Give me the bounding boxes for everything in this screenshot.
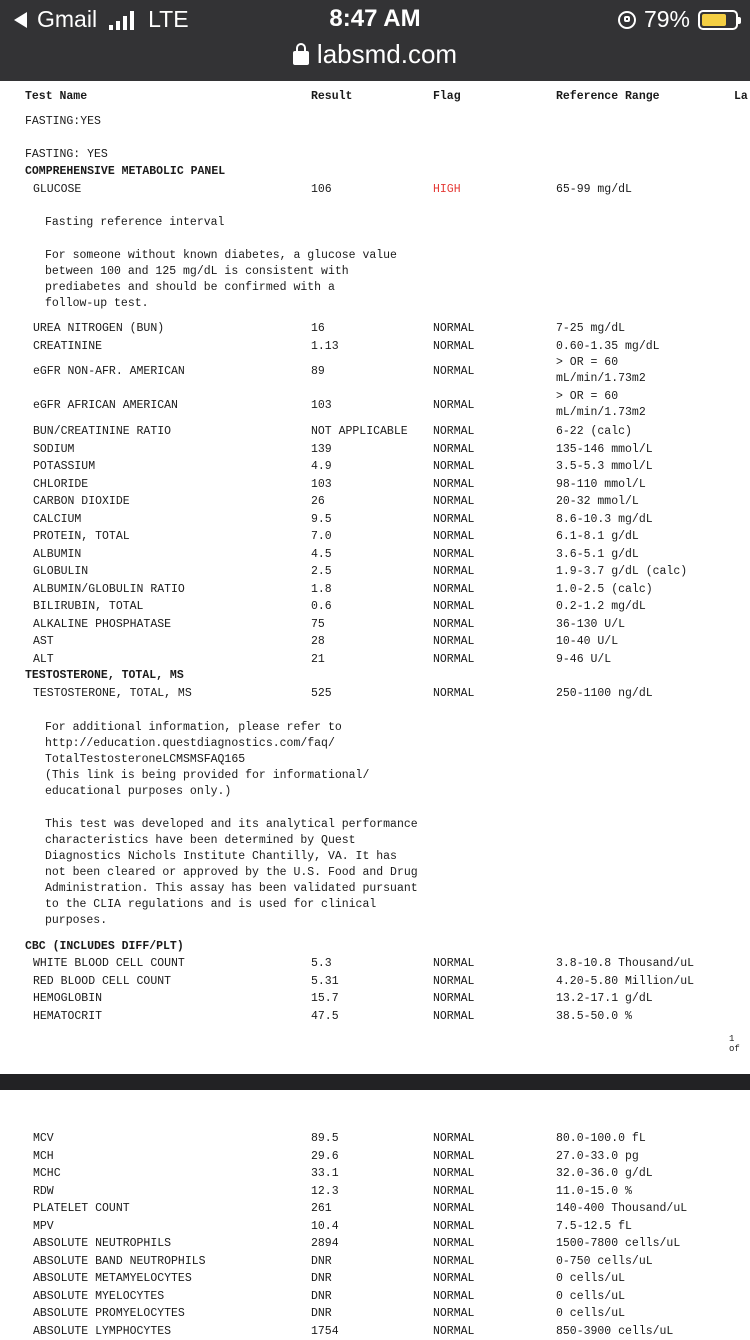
table-row-glucose xyxy=(0,181,750,198)
test-result: 1754 xyxy=(311,1324,339,1338)
reference-range: mL/min/1.73m2 xyxy=(556,372,646,385)
table-row xyxy=(0,1130,750,1147)
test-flag: NORMAL xyxy=(433,1289,475,1303)
table-row xyxy=(0,955,750,972)
header-flag: Flag xyxy=(433,90,461,103)
test-flag: NORMAL xyxy=(433,1009,475,1023)
test-flag: NORMAL xyxy=(433,565,475,578)
table-row xyxy=(0,581,750,598)
table-row xyxy=(0,598,750,615)
reference-range: 13.2-17.1 g/dL xyxy=(556,992,653,1005)
test-name: ALBUMIN xyxy=(33,547,82,561)
note-line: not been cleared or approved by the U.S. Food and Drug xyxy=(45,866,418,879)
table-row xyxy=(0,990,750,1007)
test-flag: NORMAL xyxy=(433,957,475,970)
test-name: BILIRUBIN, TOTAL xyxy=(33,600,144,613)
test-flag: NORMAL xyxy=(433,582,475,596)
note-line: purposes. xyxy=(45,914,108,927)
table-row xyxy=(0,616,750,633)
reference-range: 20-32 mmol/L xyxy=(556,495,639,508)
battery-icon xyxy=(698,10,738,30)
note-line: http://education.questdiagnostics.com/faq/ xyxy=(45,737,335,750)
test-result: 0.6 xyxy=(311,600,332,613)
reference-range: 8.6-10.3 mg/dL xyxy=(556,512,653,526)
test-name: MCV xyxy=(33,1132,54,1145)
test-result: 28 xyxy=(311,635,325,648)
header-lab: La xyxy=(734,90,748,103)
reference-range: 65-99 mg/dL xyxy=(556,183,632,196)
test-name: MPV xyxy=(33,1219,54,1233)
test-flag: NORMAL xyxy=(433,1167,475,1180)
reference-range: 850-3900 cells/uL xyxy=(556,1324,674,1338)
test-flag: NORMAL xyxy=(433,442,475,456)
table-row xyxy=(0,441,750,458)
fasting-reference-note: Fasting reference interval xyxy=(45,216,225,229)
reference-range: 3.5-5.3 mmol/L xyxy=(556,460,653,473)
test-name: HEMOGLOBIN xyxy=(33,992,103,1005)
test-name: WHITE BLOOD CELL COUNT xyxy=(33,957,185,970)
test-name: PLATELET COUNT xyxy=(33,1202,130,1215)
reference-range: 6-22 (calc) xyxy=(556,425,632,438)
note-line: educational purposes only.) xyxy=(45,785,232,798)
test-flag: NORMAL xyxy=(433,974,475,988)
reference-range: 9-46 U/L xyxy=(556,652,612,666)
test-flag: NORMAL xyxy=(433,1132,475,1145)
note-line: This test was developed and its analytical performance xyxy=(45,818,418,831)
test-flag: NORMAL xyxy=(433,617,475,631)
test-result: 1.13 xyxy=(311,339,339,353)
test-flag: NORMAL xyxy=(433,477,475,491)
test-result: 47.5 xyxy=(311,1009,339,1023)
test-name: PROTEIN, TOTAL xyxy=(33,530,130,543)
network-label: LTE xyxy=(148,6,189,32)
rotation-lock-icon xyxy=(618,11,636,29)
test-result: 4.9 xyxy=(311,460,332,473)
table-row xyxy=(0,1183,750,1200)
flag-high: HIGH xyxy=(433,183,461,196)
test-flag: NORMAL xyxy=(433,600,475,613)
table-row xyxy=(0,511,750,528)
test-result: 29.6 xyxy=(311,1149,339,1163)
table-row xyxy=(0,338,750,355)
reference-range: 0 cells/uL xyxy=(556,1272,626,1285)
test-name: TESTOSTERONE, TOTAL, MS xyxy=(33,687,192,700)
test-result: 261 xyxy=(311,1202,332,1215)
test-name: UREA NITROGEN (BUN) xyxy=(33,322,165,335)
reference-range: 32.0-36.0 g/dL xyxy=(556,1167,653,1180)
reference-range: 250-1100 ng/dL xyxy=(556,687,653,700)
table-row xyxy=(0,1305,750,1322)
test-result: 12.3 xyxy=(311,1184,339,1198)
table-row xyxy=(0,633,750,650)
test-result: DNR xyxy=(311,1307,332,1320)
test-name: ALKALINE PHOSPHATASE xyxy=(33,617,172,631)
test-flag: NORMAL xyxy=(433,365,475,378)
test-flag: NORMAL xyxy=(433,460,475,473)
test-result: 5.31 xyxy=(311,974,339,988)
test-name: BUN/CREATININE RATIO xyxy=(33,425,172,438)
reference-range: 140-400 Thousand/uL xyxy=(556,1202,688,1215)
test-result: 2.5 xyxy=(311,565,332,578)
test-result: 139 xyxy=(311,442,332,456)
table-row xyxy=(0,1165,750,1182)
table-row xyxy=(0,1270,750,1287)
test-flag: NORMAL xyxy=(433,322,475,335)
note-line: follow-up test. xyxy=(45,297,149,310)
reference-range: 0 cells/uL xyxy=(556,1307,626,1320)
table-row xyxy=(0,1218,750,1235)
clock: 8:47 AM xyxy=(329,5,421,32)
test-result: 1.8 xyxy=(311,582,332,596)
test-result: 33.1 xyxy=(311,1167,339,1180)
header-result: Result xyxy=(311,90,353,103)
status-right xyxy=(618,6,738,33)
note-line: Diagnostics Nichols Institute Chantilly, VA. It has xyxy=(45,850,397,863)
header-test-name: Test Name xyxy=(25,90,88,103)
test-name: eGFR NON-AFR. AMERICAN xyxy=(33,365,185,378)
test-result: DNR xyxy=(311,1254,332,1268)
browser-top-bar xyxy=(0,0,750,81)
test-name: eGFR AFRICAN AMERICAN xyxy=(33,399,178,412)
test-name: ALT xyxy=(33,652,54,666)
test-result: 21 xyxy=(311,652,325,666)
reference-range: 0 cells/uL xyxy=(556,1289,626,1303)
table-row xyxy=(0,1200,750,1217)
reference-range: 135-146 mmol/L xyxy=(556,442,653,456)
note-line: For additional information, please refer to xyxy=(45,721,342,734)
test-result: 89.5 xyxy=(311,1132,339,1145)
header-reference: Reference Range xyxy=(556,90,660,103)
test-result: 2894 xyxy=(311,1237,339,1250)
test-result: 525 xyxy=(311,687,332,700)
test-flag: NORMAL xyxy=(433,1219,475,1233)
test-name: GLOBULIN xyxy=(33,565,89,578)
battery-percent: 79% xyxy=(643,6,690,32)
test-result: 9.5 xyxy=(311,512,332,526)
test-name: ABSOLUTE NEUTROPHILS xyxy=(33,1237,172,1250)
table-row xyxy=(0,973,750,990)
reference-range: 98-110 mmol/L xyxy=(556,477,646,491)
reference-range: 38.5-50.0 % xyxy=(556,1009,632,1023)
test-flag: NORMAL xyxy=(433,1307,475,1320)
test-flag: NORMAL xyxy=(433,1254,475,1268)
table-row xyxy=(0,1008,750,1025)
test-name: CREATININE xyxy=(33,339,103,353)
test-flag: NORMAL xyxy=(433,635,475,648)
test-result: 16 xyxy=(311,322,325,335)
test-flag: NORMAL xyxy=(433,1237,475,1250)
table-row xyxy=(0,476,750,493)
test-name: CALCIUM xyxy=(33,512,82,526)
section-cmp: COMPREHENSIVE METABOLIC PANEL xyxy=(25,165,226,178)
table-row xyxy=(0,1148,750,1165)
reference-range: mL/min/1.73m2 xyxy=(556,406,646,419)
reference-range: 0.60-1.35 mg/dL xyxy=(556,339,660,353)
note-line: characteristics have been determined by Quest xyxy=(45,834,356,847)
test-name: ABSOLUTE BAND NEUTROPHILS xyxy=(33,1254,206,1268)
test-flag: NORMAL xyxy=(433,1202,475,1215)
table-row xyxy=(0,651,750,668)
test-name: AST xyxy=(33,635,54,648)
test-result: 89 xyxy=(311,365,325,378)
test-result: 106 xyxy=(311,183,332,196)
table-row xyxy=(0,1323,750,1340)
reference-range: > OR = 60 xyxy=(556,390,619,403)
test-result: 15.7 xyxy=(311,992,339,1005)
reference-range: > OR = 60 xyxy=(556,356,619,369)
table-row xyxy=(0,563,750,580)
note-line: prediabetes and should be confirmed with a xyxy=(45,281,335,294)
test-flag: NORMAL xyxy=(433,339,475,353)
test-flag: NORMAL xyxy=(433,652,475,666)
reference-range: 7-25 mg/dL xyxy=(556,322,626,335)
test-name: RDW xyxy=(33,1184,54,1198)
reference-range: 3.6-5.1 g/dL xyxy=(556,547,639,561)
test-result: 4.5 xyxy=(311,547,332,561)
page-number: 1 of xyxy=(729,1034,740,1054)
note-line: Administration. This assay has been validated pursuant xyxy=(45,882,418,895)
test-flag: NORMAL xyxy=(433,399,475,412)
test-name: ABSOLUTE LYMPHOCYTES xyxy=(33,1324,172,1338)
page-break xyxy=(0,1074,750,1090)
reference-range: 1500-7800 cells/uL xyxy=(556,1237,681,1250)
test-name: ALBUMIN/GLOBULIN RATIO xyxy=(33,582,185,596)
section-testosterone: TESTOSTERONE, TOTAL, MS xyxy=(25,669,184,682)
test-flag: NORMAL xyxy=(433,547,475,561)
reference-range: 10-40 U/L xyxy=(556,635,619,648)
note-line: For someone without known diabetes, a glucose value xyxy=(45,249,397,262)
test-flag: NORMAL xyxy=(433,425,475,438)
note-line: (This link is being provided for informational/ xyxy=(45,769,370,782)
note-line: to the CLIA regulations and is used for clinical xyxy=(45,898,377,911)
reference-range: 36-130 U/L xyxy=(556,617,626,631)
test-result: 103 xyxy=(311,477,332,491)
test-flag: NORMAL xyxy=(433,512,475,526)
test-name: ABSOLUTE MYELOCYTES xyxy=(33,1289,165,1303)
table-row-testosterone xyxy=(0,685,750,702)
reference-range: 0-750 cells/uL xyxy=(556,1254,653,1268)
test-result: 10.4 xyxy=(311,1219,339,1233)
test-name: SODIUM xyxy=(33,442,75,456)
note-line: between 100 and 125 mg/dL is consistent with xyxy=(45,265,349,278)
table-row xyxy=(0,1253,750,1270)
table-row xyxy=(0,1288,750,1305)
test-name: POTASSIUM xyxy=(33,460,96,473)
test-name: MCHC xyxy=(33,1167,61,1180)
table-row xyxy=(0,546,750,563)
table-row xyxy=(0,320,750,337)
lock-icon xyxy=(293,51,309,65)
test-name: CHLORIDE xyxy=(33,477,89,491)
reference-range: 7.5-12.5 fL xyxy=(556,1219,632,1233)
address-bar[interactable] xyxy=(0,39,750,70)
test-flag: NORMAL xyxy=(433,1272,475,1285)
test-name: MCH xyxy=(33,1149,54,1163)
test-result: DNR xyxy=(311,1289,332,1303)
table-row xyxy=(0,528,750,545)
test-flag: NORMAL xyxy=(433,687,475,700)
test-name: RED BLOOD CELL COUNT xyxy=(33,974,172,988)
fasting-line: FASTING:YES xyxy=(25,115,101,128)
test-result: 26 xyxy=(311,495,325,508)
fasting-line-2: FASTING: YES xyxy=(25,148,108,161)
note-line: TotalTestosteroneLCMSMSFAQ165 xyxy=(45,753,246,766)
table-row xyxy=(0,423,750,440)
reference-range: 4.20-5.80 Million/uL xyxy=(556,974,695,988)
reference-range: 1.9-3.7 g/dL (calc) xyxy=(556,565,688,578)
test-flag: NORMAL xyxy=(433,495,475,508)
test-name: CARBON DIOXIDE xyxy=(33,495,130,508)
test-flag: NORMAL xyxy=(433,530,475,543)
reference-range: 27.0-33.0 pg xyxy=(556,1149,639,1163)
test-name: ABSOLUTE PROMYELOCYTES xyxy=(33,1307,185,1320)
test-name: ABSOLUTE METAMYELOCYTES xyxy=(33,1272,192,1285)
test-flag: NORMAL xyxy=(433,992,475,1005)
test-name: GLUCOSE xyxy=(33,183,82,196)
table-row xyxy=(0,1235,750,1252)
test-flag: NORMAL xyxy=(433,1149,475,1163)
reference-range: 1.0-2.5 (calc) xyxy=(556,582,653,596)
test-result: DNR xyxy=(311,1272,332,1285)
test-result: 5.3 xyxy=(311,957,332,970)
test-name: HEMATOCRIT xyxy=(33,1009,103,1023)
reference-range: 6.1-8.1 g/dL xyxy=(556,530,639,543)
test-result: 103 xyxy=(311,399,332,412)
test-result: 7.0 xyxy=(311,530,332,543)
test-flag: NORMAL xyxy=(433,1324,475,1338)
test-result: 75 xyxy=(311,617,325,631)
reference-range: 0.2-1.2 mg/dL xyxy=(556,600,646,613)
test-result: NOT APPLICABLE xyxy=(311,425,408,438)
table-row xyxy=(0,493,750,510)
back-app-label: Gmail xyxy=(37,6,98,32)
reference-range: 11.0-15.0 % xyxy=(556,1184,632,1198)
reference-range: 3.8-10.8 Thousand/uL xyxy=(556,957,695,970)
table-row xyxy=(0,458,750,475)
test-flag: NORMAL xyxy=(433,1184,475,1198)
section-cbc: CBC (INCLUDES DIFF/PLT) xyxy=(25,940,184,953)
url-text: labsmd.com xyxy=(316,39,458,69)
reference-range: 80.0-100.0 fL xyxy=(556,1132,646,1145)
